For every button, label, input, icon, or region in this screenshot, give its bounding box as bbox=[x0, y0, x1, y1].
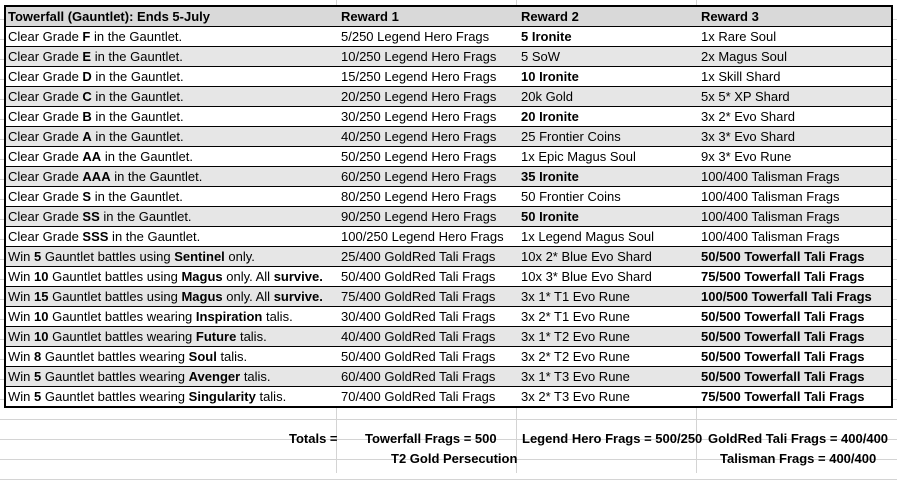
cell-text: Singularity bbox=[188, 389, 256, 404]
cell-text: 20 Ironite bbox=[521, 109, 579, 124]
cell-text: 100/500 Towerfall Tali Frags bbox=[701, 289, 872, 304]
cell-text: survive. bbox=[273, 269, 323, 284]
cell-text: 40/400 GoldRed Tali Frags bbox=[341, 329, 496, 344]
cell-text: 25/400 GoldRed Tali Frags bbox=[341, 249, 496, 264]
task-cell[interactable] bbox=[6, 67, 340, 86]
cell-text: in the Gauntlet. bbox=[90, 29, 183, 44]
task-cell[interactable] bbox=[6, 127, 340, 146]
table-row bbox=[6, 327, 891, 347]
table-row bbox=[6, 127, 891, 147]
cell-text: 3x 3* Evo Shard bbox=[701, 129, 795, 144]
cell-text: 3x 1* T3 Evo Rune bbox=[521, 369, 630, 384]
cell-text: 50 Frontier Coins bbox=[521, 189, 621, 204]
cell-text: S bbox=[82, 189, 92, 204]
cell-text: in the Gauntlet. bbox=[91, 189, 183, 204]
task-cell[interactable] bbox=[6, 267, 340, 286]
cell-text: 50/500 Towerfall Tali Frags bbox=[701, 329, 865, 344]
table-row bbox=[6, 387, 891, 407]
cell-text: 5/250 Legend Hero Frags bbox=[341, 29, 490, 44]
table-row bbox=[6, 67, 891, 87]
cell-text: 9x 3* Evo Rune bbox=[701, 149, 792, 164]
cell-text: in the Gauntlet. bbox=[91, 89, 184, 104]
reward3-cell[interactable] bbox=[698, 347, 894, 366]
cell-text: 20k Gold bbox=[521, 89, 574, 104]
reward3-cell[interactable] bbox=[698, 27, 894, 46]
reward2-cell[interactable] bbox=[518, 27, 701, 46]
cell-text: 1x Rare Soul bbox=[701, 29, 777, 44]
reward1-cell[interactable] bbox=[338, 347, 521, 366]
cell-text: only. All bbox=[222, 289, 274, 304]
cell-text: E bbox=[82, 49, 92, 64]
cell-text: Win bbox=[8, 269, 34, 284]
totals-persecution[interactable]: T2 Gold Persecution bbox=[391, 451, 518, 466]
reward1-cell[interactable] bbox=[338, 27, 521, 46]
cell-text: C bbox=[82, 89, 92, 104]
reward2-cell[interactable] bbox=[518, 187, 701, 206]
reward3-cell[interactable] bbox=[698, 67, 894, 86]
reward3-cell[interactable] bbox=[698, 147, 894, 166]
cell-text: 20/250 Legend Hero Frags bbox=[341, 89, 497, 104]
cell-text: Magus bbox=[181, 289, 223, 304]
table-row bbox=[6, 307, 891, 327]
table-row bbox=[6, 167, 891, 187]
task-cell[interactable] bbox=[6, 187, 340, 206]
reward3-cell[interactable] bbox=[698, 387, 894, 406]
reward3-cell[interactable] bbox=[698, 307, 894, 326]
task-cell[interactable] bbox=[6, 167, 340, 186]
header-reward1[interactable]: Reward 1 bbox=[341, 9, 399, 24]
cell-text: 5x 5* XP Shard bbox=[701, 89, 790, 104]
cell-text: 10/250 Legend Hero Frags bbox=[341, 49, 497, 64]
cell-text: Soul bbox=[188, 349, 217, 364]
task-cell[interactable] bbox=[6, 27, 340, 46]
task-cell[interactable] bbox=[6, 247, 340, 266]
table-row bbox=[6, 147, 891, 167]
cell-text: Clear Grade bbox=[8, 229, 83, 244]
reward3-cell[interactable] bbox=[698, 207, 894, 226]
task-cell[interactable] bbox=[6, 367, 340, 386]
cell-text: SS bbox=[82, 209, 100, 224]
reward1-cell[interactable] bbox=[338, 367, 521, 386]
cell-text: Avenger bbox=[188, 369, 241, 384]
cell-text: Clear Grade bbox=[8, 89, 83, 104]
reward3-cell[interactable] bbox=[698, 107, 894, 126]
reward2-cell[interactable] bbox=[518, 267, 701, 286]
header-reward3[interactable]: Reward 3 bbox=[701, 9, 759, 24]
cell-text: Magus bbox=[181, 269, 223, 284]
table-row bbox=[6, 227, 891, 247]
reward1-cell[interactable] bbox=[338, 127, 521, 146]
cell-text: 50 Ironite bbox=[521, 209, 579, 224]
cell-text: F bbox=[82, 29, 91, 44]
cell-text: 5 bbox=[34, 389, 42, 404]
cell-text: talis. bbox=[240, 369, 271, 384]
table-row bbox=[6, 207, 891, 227]
cell-text: 35 Ironite bbox=[521, 169, 579, 184]
cell-text: 30/400 GoldRed Tali Frags bbox=[341, 309, 496, 324]
reward2-cell[interactable] bbox=[518, 67, 701, 86]
cell-text: 80/250 Legend Hero Frags bbox=[341, 189, 497, 204]
cell-text: in the Gauntlet. bbox=[108, 229, 201, 244]
task-cell[interactable] bbox=[6, 207, 340, 226]
cell-text: Clear Grade bbox=[8, 129, 83, 144]
reward1-cell[interactable] bbox=[338, 107, 521, 126]
totals-label[interactable]: Totals = bbox=[289, 431, 338, 446]
table-row bbox=[6, 247, 891, 267]
cell-text: only. All bbox=[222, 269, 274, 284]
cell-text: Clear Grade bbox=[8, 149, 83, 164]
cell-text: in the Gauntlet. bbox=[91, 129, 184, 144]
reward3-cell[interactable] bbox=[698, 87, 894, 106]
reward3-cell[interactable] bbox=[698, 127, 894, 146]
reward1-cell[interactable] bbox=[338, 287, 521, 306]
cell-text: 100/400 Talisman Frags bbox=[701, 209, 840, 224]
reward2-cell[interactable] bbox=[518, 347, 701, 366]
reward3-cell[interactable] bbox=[698, 167, 894, 186]
cell-text: 25 Frontier Coins bbox=[521, 129, 621, 144]
cell-text: in the Gauntlet. bbox=[101, 149, 193, 164]
cell-text: in the Gauntlet. bbox=[91, 49, 183, 64]
cell-text: 50/500 Towerfall Tali Frags bbox=[701, 349, 865, 364]
reward1-cell[interactable] bbox=[338, 147, 521, 166]
cell-text: Gauntlet battles using bbox=[48, 289, 182, 304]
reward1-cell[interactable] bbox=[338, 267, 521, 286]
reward2-cell[interactable] bbox=[518, 227, 701, 246]
cell-text: talis. bbox=[262, 309, 293, 324]
cell-text: survive. bbox=[273, 289, 323, 304]
cell-text: in the Gauntlet. bbox=[99, 209, 192, 224]
cell-text: 10 bbox=[34, 269, 49, 284]
cell-text: 50/500 Towerfall Tali Frags bbox=[701, 369, 865, 384]
cell-text: 50/400 GoldRed Tali Frags bbox=[341, 349, 496, 364]
cell-text: Win bbox=[8, 389, 34, 404]
cell-text: in the Gauntlet. bbox=[91, 109, 184, 124]
cell-text: Win bbox=[8, 329, 34, 344]
table-row bbox=[6, 267, 891, 287]
cell-text: Clear Grade bbox=[8, 69, 83, 84]
cell-text: Win bbox=[8, 309, 34, 324]
table-row bbox=[6, 187, 891, 207]
table-row bbox=[6, 367, 891, 387]
reward2-cell[interactable] bbox=[518, 307, 701, 326]
header-row bbox=[6, 7, 891, 27]
cell-text: talis. bbox=[236, 329, 267, 344]
cell-text: 50/400 GoldRed Tali Frags bbox=[341, 269, 496, 284]
cell-text: Sentinel bbox=[174, 249, 225, 264]
cell-text: 100/400 Talisman Frags bbox=[701, 229, 840, 244]
cell-text: 70/400 GoldRed Tali Frags bbox=[341, 389, 496, 404]
reward2-cell[interactable] bbox=[518, 47, 701, 66]
cell-text: SSS bbox=[82, 229, 109, 244]
cell-text: Win bbox=[8, 369, 34, 384]
reward3-cell[interactable] bbox=[698, 327, 894, 346]
cell-text: Gauntlet battles wearing bbox=[41, 369, 189, 384]
header-reward2[interactable]: Reward 2 bbox=[521, 9, 579, 24]
task-cell[interactable] bbox=[6, 107, 340, 126]
cell-text: 100/250 Legend Hero Frags bbox=[341, 229, 504, 244]
totals-towerfall[interactable]: Towerfall Frags = 500 bbox=[365, 431, 497, 446]
cell-text: Gauntlet battles wearing bbox=[41, 389, 189, 404]
cell-text: 10 bbox=[34, 309, 49, 324]
reward1-cell[interactable] bbox=[338, 307, 521, 326]
cell-text: Inspiration bbox=[195, 309, 263, 324]
cell-text: Win bbox=[8, 289, 34, 304]
reward3-cell[interactable] bbox=[698, 267, 894, 286]
reward2-cell[interactable] bbox=[518, 247, 701, 266]
cell-text: 50/500 Towerfall Tali Frags bbox=[701, 249, 865, 264]
task-cell[interactable] bbox=[6, 347, 340, 366]
cell-text: 75/400 GoldRed Tali Frags bbox=[341, 289, 496, 304]
cell-text: 5 bbox=[34, 369, 42, 384]
cell-text: 3x 1* T2 Evo Rune bbox=[521, 329, 630, 344]
table-row bbox=[6, 107, 891, 127]
cell-text: Gauntlet battles wearing bbox=[48, 309, 196, 324]
reward2-cell[interactable] bbox=[518, 147, 701, 166]
cell-text: Gauntlet battles using bbox=[41, 249, 175, 264]
cell-text: 5 bbox=[34, 249, 42, 264]
reward1-cell[interactable] bbox=[338, 247, 521, 266]
cell-text: Future bbox=[195, 329, 237, 344]
totals-talisman[interactable]: Talisman Frags = 400/400 bbox=[720, 451, 877, 466]
cell-text: Gauntlet battles wearing bbox=[41, 349, 189, 364]
cell-text: 50/500 Towerfall Tali Frags bbox=[701, 309, 865, 324]
reward2-cell[interactable] bbox=[518, 87, 701, 106]
cell-text: 90/250 Legend Hero Frags bbox=[341, 209, 497, 224]
cell-text: B bbox=[82, 109, 92, 124]
cell-text: 15 bbox=[34, 289, 49, 304]
reward1-cell[interactable] bbox=[338, 327, 521, 346]
reward2-cell[interactable] bbox=[518, 287, 701, 306]
cell-text: Win bbox=[8, 249, 34, 264]
cell-text: 15/250 Legend Hero Frags bbox=[341, 69, 497, 84]
cell-text: 2x Magus Soul bbox=[701, 49, 787, 64]
cell-text: Gauntlet battles using bbox=[48, 269, 182, 284]
cell-text: 30/250 Legend Hero Frags bbox=[341, 109, 497, 124]
cell-text: 3x 2* Evo Shard bbox=[701, 109, 795, 124]
cell-text: 1x Skill Shard bbox=[701, 69, 781, 84]
reward2-cell[interactable] bbox=[518, 107, 701, 126]
task-cell[interactable] bbox=[6, 87, 340, 106]
cell-text: Clear Grade bbox=[8, 189, 83, 204]
reward3-cell[interactable] bbox=[698, 187, 894, 206]
cell-text: 1x Legend Magus Soul bbox=[521, 229, 654, 244]
reward2-cell[interactable] bbox=[518, 327, 701, 346]
reward2-cell[interactable] bbox=[518, 127, 701, 146]
reward1-cell[interactable] bbox=[338, 207, 521, 226]
cell-text: 60/400 GoldRed Tali Frags bbox=[341, 369, 496, 384]
totals-legend[interactable]: Legend Hero Frags = 500/250 bbox=[522, 431, 703, 446]
cell-text: AAA bbox=[82, 169, 111, 184]
reward2-cell[interactable] bbox=[518, 167, 701, 186]
cell-text: 100/400 Talisman Frags bbox=[701, 189, 840, 204]
cell-text: 3x 2* T2 Evo Rune bbox=[521, 349, 630, 364]
cell-text: talis. bbox=[216, 349, 248, 364]
reward1-cell[interactable] bbox=[338, 227, 521, 246]
cell-text: 3x 2* T1 Evo Rune bbox=[521, 309, 630, 324]
task-cell[interactable] bbox=[6, 327, 340, 346]
cell-text: 60/250 Legend Hero Frags bbox=[341, 169, 497, 184]
cell-text: 75/500 Towerfall Tali Frags bbox=[701, 389, 865, 404]
cell-text: 1x Epic Magus Soul bbox=[521, 149, 636, 164]
cell-text: Clear Grade bbox=[8, 169, 83, 184]
reward3-cell[interactable] bbox=[698, 47, 894, 66]
reward3-cell[interactable] bbox=[698, 287, 894, 306]
table-row bbox=[6, 27, 891, 47]
task-cell[interactable] bbox=[6, 287, 340, 306]
table-row bbox=[6, 287, 891, 307]
reward2-cell[interactable] bbox=[518, 367, 701, 386]
cell-text: AA bbox=[82, 149, 102, 164]
cell-text: 75/500 Towerfall Tali Frags bbox=[701, 269, 865, 284]
cell-text: 5 SoW bbox=[521, 49, 561, 64]
reward2-cell[interactable] bbox=[518, 207, 701, 226]
reward2-cell[interactable] bbox=[518, 387, 701, 406]
reward1-cell[interactable] bbox=[338, 167, 521, 186]
cell-text: in the Gauntlet. bbox=[91, 69, 184, 84]
cell-text: Clear Grade bbox=[8, 49, 83, 64]
reward-table bbox=[4, 5, 893, 408]
cell-text: Clear Grade bbox=[8, 109, 83, 124]
cell-text: 3x 1* T1 Evo Rune bbox=[521, 289, 630, 304]
reward3-cell[interactable] bbox=[698, 227, 894, 246]
cell-text: 8 bbox=[34, 349, 42, 364]
header-title[interactable]: Towerfall (Gauntlet): Ends 5-July bbox=[8, 9, 211, 24]
task-cell[interactable] bbox=[6, 147, 340, 166]
cell-text: only. bbox=[224, 249, 255, 264]
cell-text: 5 Ironite bbox=[521, 29, 572, 44]
cell-text: 40/250 Legend Hero Frags bbox=[341, 129, 497, 144]
task-cell[interactable] bbox=[6, 227, 340, 246]
reward1-cell[interactable] bbox=[338, 47, 521, 66]
task-cell[interactable] bbox=[6, 47, 340, 66]
table-row bbox=[6, 47, 891, 67]
cell-text: D bbox=[82, 69, 92, 84]
reward3-cell[interactable] bbox=[698, 367, 894, 386]
cell-text: 3x 2* T3 Evo Rune bbox=[521, 389, 630, 404]
cell-text: talis. bbox=[255, 389, 287, 404]
table-row bbox=[6, 87, 891, 107]
cell-text: 50/250 Legend Hero Frags bbox=[341, 149, 497, 164]
cell-text: Gauntlet battles wearing bbox=[48, 329, 196, 344]
reward3-cell[interactable] bbox=[698, 247, 894, 266]
cell-text: in the Gauntlet. bbox=[110, 169, 203, 184]
task-cell[interactable] bbox=[6, 307, 340, 326]
reward1-cell[interactable] bbox=[338, 387, 521, 406]
table-row bbox=[6, 347, 891, 367]
cell-text: 100/400 Talisman Frags bbox=[701, 169, 840, 184]
task-cell[interactable] bbox=[6, 387, 340, 406]
reward1-cell[interactable] bbox=[338, 67, 521, 86]
cell-text: A bbox=[82, 129, 92, 144]
cell-text: 10x 2* Blue Evo Shard bbox=[521, 249, 652, 264]
reward1-cell[interactable] bbox=[338, 87, 521, 106]
totals-goldred[interactable]: GoldRed Tali Frags = 400/400 bbox=[708, 431, 889, 446]
reward1-cell[interactable] bbox=[338, 187, 521, 206]
cell-text: 10 bbox=[34, 329, 49, 344]
cell-text: Win bbox=[8, 349, 34, 364]
cell-text: 10 Ironite bbox=[521, 69, 579, 84]
cell-text: Clear Grade bbox=[8, 29, 83, 44]
cell-text: 10x 3* Blue Evo Shard bbox=[521, 269, 652, 284]
cell-text: Clear Grade bbox=[8, 209, 83, 224]
